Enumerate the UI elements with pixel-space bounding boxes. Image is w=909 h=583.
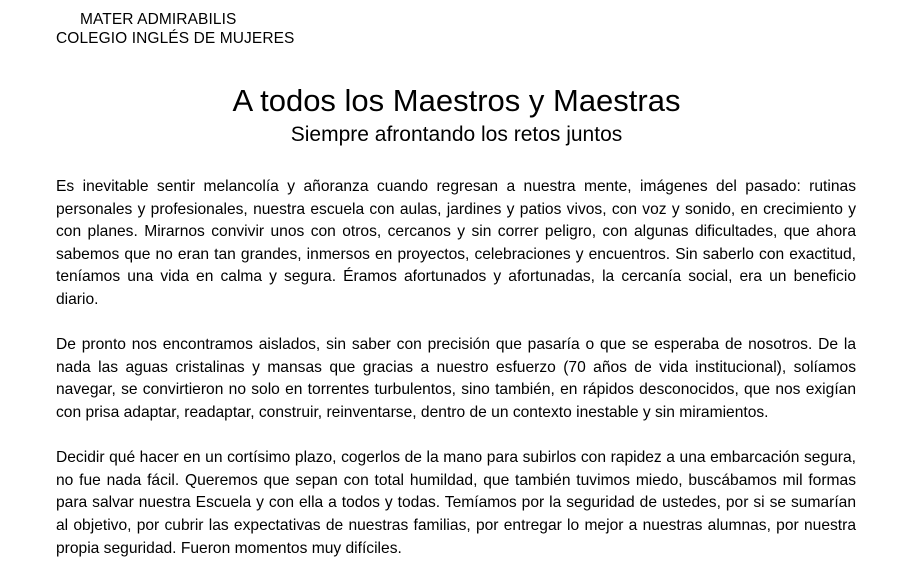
title-block	[0, 82, 909, 148]
document-title: A todos los Maestros y Maestras	[232, 83, 681, 118]
paragraph: De pronto nos encontramos aislados, sin saber con precisión que pasaría o que se esperaba de nosotros. De la nada las aguas cristalinas y mansas que gracias a nuestro esfuerzo (70 años de vida institucional), solíamos navegar, se convirtieron no solo en torrentes turbulentos, sino también, en rápidos desconocidos, que nos exigían con prisa adaptar, readaptar, construir, reinventarse, dentro de un contexto inestable y sin miramientos.	[56, 336, 856, 421]
school-header	[56, 10, 295, 48]
document-body	[56, 176, 856, 583]
paragraph: Decidir qué hacer en un cortísimo plazo, cogerlos de la mano para subirlos con rapidez a una embarcación segura, no fue nada fácil. Queremos que sepan con total humildad, que también tuvimos miedo, buscábamos mil formas para salvar nuestra Escuela y con ella a todos y todas. Temíamos por la seguridad de ustedes, por si se sumarían al objetivo, por cubrir las expectativas de nuestras familias, por entregar lo mejor a nuestras alumnas, por nuestra propia seguridad. Fueron momentos muy difíciles.	[56, 449, 856, 557]
paragraph: Es inevitable sentir melancolía y añoranza cuando regresan a nuestra mente, imágenes del pasado: rutinas personales y profesionales, nuestra escuela con aulas, jardines y patios vivos, con voz y sonido, en crecimiento y con planes. Mirarnos convivir unos con otros, cercanos y sin correr peligro, con algunas dificultades, que ahora sabemos que no eran tan grandes, inmersos en proyectos, celebraciones y encuentros. Sin saberlo con exactitud, teníamos una vida en calma y segura. Éramos afortunados y afortunadas, la cercanía social, era un beneficio diario.	[56, 178, 856, 308]
school-name: MATER ADMIRABILIS	[80, 11, 237, 28]
document-subtitle: Siempre afrontando los retos juntos	[290, 123, 623, 146]
school-subtitle: COLEGIO INGLÉS DE MUJERES	[56, 30, 295, 47]
